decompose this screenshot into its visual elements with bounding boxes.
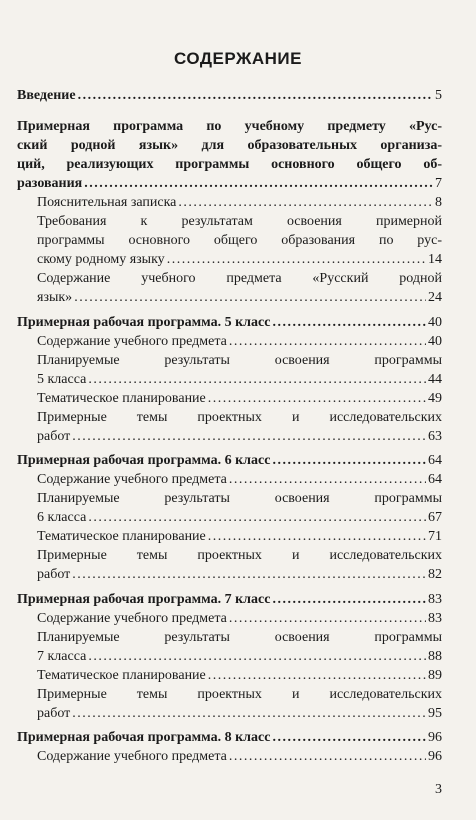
toc-entry-text: разования [17,176,83,191]
toc-page-number: 49 [428,391,442,406]
toc-page-number: 24 [428,290,442,305]
toc-page-number: 67 [428,510,442,525]
toc-entry-text: 7 класса [37,649,87,664]
toc-entry-subject-content[interactable] [37,332,442,351]
toc-page-number: 64 [428,472,442,487]
toc-page-number: 40 [428,334,442,349]
toc-entry-grade-6[interactable] [17,451,442,470]
dot-leader [78,86,433,105]
toc-entry-text: Планируемые результаты освоения программы [37,491,442,506]
toc-entry-text: Примерная рабочая программа. 5 класс [17,315,271,330]
toc-page-number: 96 [428,730,442,745]
toc-entry-text: Тематическое планирование [37,529,206,544]
toc-page-number: 83 [428,592,442,607]
toc-entry-line[interactable] [37,546,442,565]
toc-entry-line[interactable] [37,370,442,389]
toc-page-number: 44 [428,372,442,387]
toc-entry-subject-content[interactable] [37,747,442,766]
toc-entry-text: работ [37,429,71,444]
toc-page-number: 5 [435,88,442,103]
dot-leader [88,647,426,666]
toc-entry-line[interactable] [37,269,442,288]
toc-page-number: 89 [428,668,442,683]
toc-entry-text: программы основного общего образования по рус- [37,233,442,248]
toc-entry-text: 6 класса [37,510,87,525]
toc-entry-line[interactable] [17,136,442,155]
page-number: 3 [435,782,442,797]
toc-entry-line[interactable] [37,288,442,307]
toc-entry-line[interactable] [17,155,442,174]
dot-leader [272,313,426,332]
toc-entry-line[interactable] [37,489,442,508]
toc-page-number: 7 [435,176,442,191]
toc-page-number: 14 [428,252,442,267]
toc-entry-line[interactable] [37,628,442,647]
dot-leader [88,508,426,527]
dot-leader [208,666,426,685]
toc-entry-text: Планируемые результаты освоения программы [37,630,442,645]
dot-leader [72,427,426,446]
toc-entry-thematic-planning[interactable] [37,389,442,408]
toc-entry-thematic-planning[interactable] [37,666,442,685]
dot-leader [72,565,426,584]
page-title: СОДЕРЖАНИЕ [174,49,302,68]
toc-entry-text: Содержание учебного предмета [37,749,227,764]
toc-page-number: 88 [428,649,442,664]
toc-entry-line[interactable] [37,704,442,723]
toc-entry-text: Тематическое планирование [37,391,206,406]
toc-page-number: 82 [428,567,442,582]
toc-entry-line[interactable] [37,647,442,666]
toc-entry-text: Содержание учебного предмета [37,472,227,487]
toc-page-number: 8 [435,195,442,210]
toc-entry-text: Введение [17,88,76,103]
toc-page-number: 63 [428,429,442,444]
dot-leader [272,590,426,609]
toc-entry-line[interactable] [37,351,442,370]
toc-entry-text: Содержание учебного предмета «Русский родной [37,271,442,286]
toc-entry-text: работ [37,706,71,721]
toc-entry-introduction[interactable] [17,86,442,105]
toc-page-number: 40 [428,315,442,330]
toc-entry-text: Примерные темы проектных и исследовательских [37,548,442,563]
toc-entry-line[interactable] [17,174,442,193]
toc-entry-text: Содержание учебного предмета [37,334,227,349]
toc-page-number: 83 [428,611,442,626]
toc-entry-text: Примерная рабочая программа. 8 класс [17,730,271,745]
dot-leader [229,609,426,628]
toc-page-number: 95 [428,706,442,721]
toc-entry-text: Примерная программа по учебному предмету «Рус- [17,119,442,134]
toc-entry-line[interactable] [37,565,442,584]
toc-entry-line[interactable] [37,427,442,446]
dot-leader [208,389,426,408]
toc-entry-line[interactable] [37,250,442,269]
toc-entry-text: Примерная рабочая программа. 6 класс [17,453,271,468]
dot-leader [84,174,433,193]
dot-leader [229,747,426,766]
toc-entry-subject-content[interactable] [37,609,442,628]
toc-entry-grade-5[interactable] [17,313,442,332]
dot-leader [229,470,426,489]
toc-entry-text: Примерные темы проектных и исследовательских [37,410,442,425]
toc-entry-subject-content[interactable] [37,470,442,489]
toc-entry-explanatory-note[interactable] [37,193,442,212]
toc-entry-line[interactable] [17,117,442,136]
toc-entry-text: Примерная рабочая программа. 7 класс [17,592,271,607]
dot-leader [272,451,426,470]
dot-leader [208,527,426,546]
dot-leader [88,370,426,389]
toc-entry-text: 5 класса [37,372,87,387]
toc-entry-text: Примерные темы проектных и исследовательских [37,687,442,702]
dot-leader [72,704,426,723]
dot-leader [229,332,426,351]
toc-entry-grade-8[interactable] [17,728,442,747]
toc-entry-line[interactable] [37,212,442,231]
dot-leader [167,250,426,269]
toc-entry-thematic-planning[interactable] [37,527,442,546]
toc-page-number: 64 [428,453,442,468]
toc-entry-text: ций, реализующих программы основного общего об- [17,157,442,172]
dot-leader [272,728,426,747]
toc-page-number: 96 [428,749,442,764]
toc-entry-grade-7[interactable] [17,590,442,609]
dot-leader [74,288,426,307]
toc-entry-text: Планируемые результаты освоения программы [37,353,442,368]
toc-page-number: 71 [428,529,442,544]
toc-entry-text: Требования к результатам освоения примерной [37,214,442,229]
toc-entry-text: Пояснительная записка [37,195,177,210]
toc-entry-text: Тематическое планирование [37,668,206,683]
toc-entry-line[interactable] [37,508,442,527]
toc-entry-line[interactable] [37,231,442,250]
dot-leader [178,193,433,212]
toc-entry-line[interactable] [37,685,442,704]
toc-entry-line[interactable] [37,408,442,427]
toc-entry-text: скому родному языку [37,252,165,267]
toc-entry-text: ский родной язык» для образовательных организа- [17,138,442,153]
toc-entry-text: язык» [37,290,73,305]
toc-entry-text: работ [37,567,71,582]
toc-entry-text: Содержание учебного предмета [37,611,227,626]
